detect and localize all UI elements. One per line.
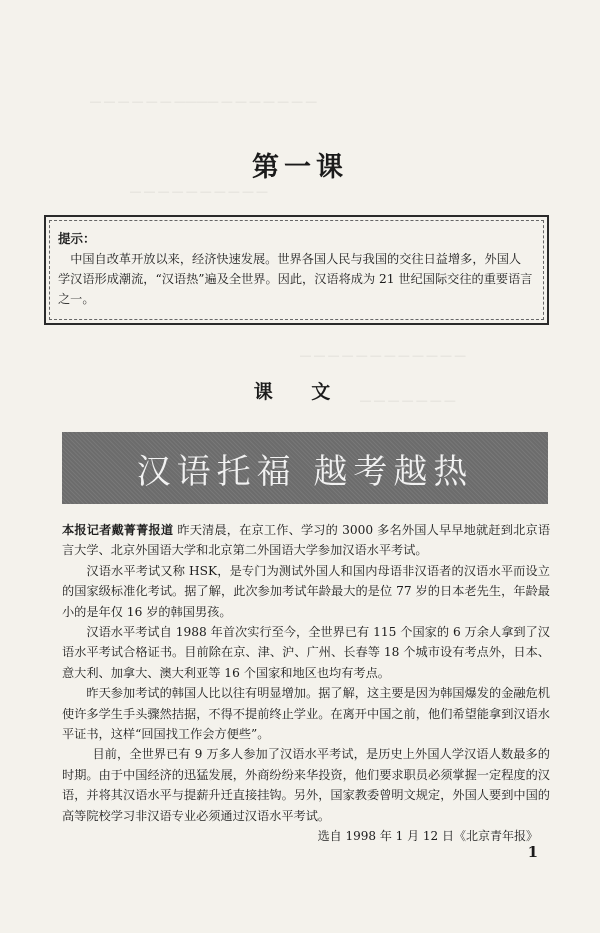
article-headline: 汉语托福 越考越热 bbox=[136, 451, 474, 492]
lesson-title: 第一课 bbox=[252, 152, 348, 183]
article-byline: 本报记者戴菁菁报道 bbox=[62, 523, 174, 537]
article-headline-banner bbox=[62, 432, 548, 504]
article-paragraph: 汉语水平考试又称 HSK，是专门为测试外国人和国内母语非汉语者的汉语水平而设立的国家级标准化考试。据了解，此次参加考试年龄最大的是位 77 岁的日本老先生，年龄最小的是年仅 16 岁的韩国男孩。 bbox=[62, 563, 550, 619]
article-paragraph bbox=[62, 520, 550, 561]
hint-text: 中国自改革开放以来，经济快速发展。世界各国人民与我国的交往日益增多，外国人学汉语形成潮流，“汉语热”遍及全世界。因此，汉语将成为 21 世纪国际交往的重要语言之一。 bbox=[58, 252, 533, 306]
show-through-texture: — — — — — — — — — — — — bbox=[300, 350, 466, 362]
article-paragraph-text: 昨天清晨，在京工作、学习的 3000 多名外国人早早地就赶到北京语言大学、北京外国语大学和北京第二外国语大学参加汉语水平考试。 bbox=[62, 523, 551, 558]
show-through-texture: — — — — — — — — — — bbox=[130, 186, 268, 198]
hint-label: 提示： bbox=[58, 231, 96, 246]
article-source: 选自 1998 年 1 月 12 日《北京青年报》 bbox=[317, 829, 538, 843]
article-paragraph: 昨天参加考试的韩国人比以往有明显增加。据了解，这主要是因为韩国爆发的金融危机使许多学生手头骤然拮据，不得不提前终止学业。在离开中国之前，他们希望能拿到汉语水平证书，这样“回国找工作会方便些”。 bbox=[62, 686, 550, 742]
hint-box bbox=[44, 215, 549, 325]
article-body bbox=[62, 520, 550, 826]
page-number: 1 bbox=[527, 843, 538, 861]
article-paragraph: 目前，全世界已有 9 万多人参加了汉语水平考试，是历史上外国人学汉语人数最多的时期。由于中国经济的迅猛发展，外商纷纷来华投资，他们要求职员必须掌握一定程度的汉语，并将其汉语水平与提薪升迁直接挂钩。另外，国家教委曾明文规定，外国人要到中国的高等院校学习非汉语专业必须通过汉语水平考试。 bbox=[62, 747, 550, 823]
show-through-texture: — — — — — — — bbox=[360, 395, 456, 407]
article-paragraph: 汉语水平考试自 1988 年首次实行至今，全世界已有 115 个国家的 6 万余人拿到了汉语水平考试合格证书。目前除在京、津、沪、广州、长春等 18 个城市设有考点外，日本、意大利、加拿大、澳大利亚等 16 个国家和地区也均有考点。 bbox=[62, 625, 550, 680]
section-heading: 课 文 bbox=[253, 381, 347, 403]
show-through-texture: — — — — — — ———— — — — — — — — bbox=[90, 96, 317, 108]
